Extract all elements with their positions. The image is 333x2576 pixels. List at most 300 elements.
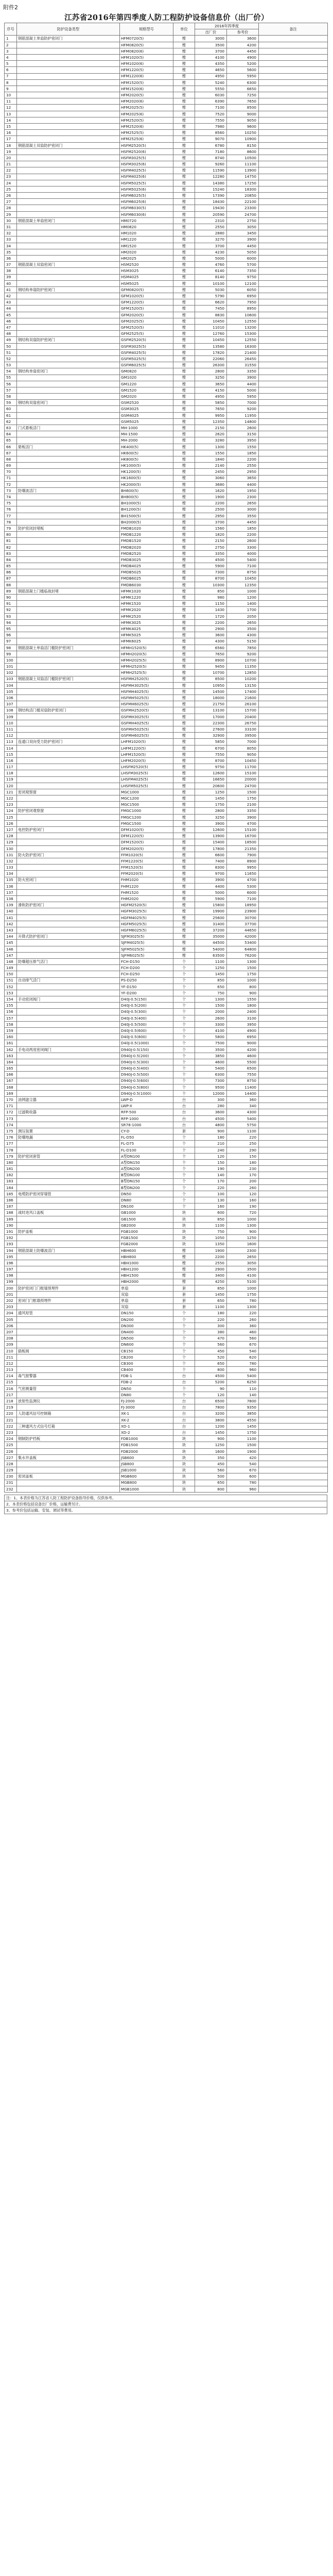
table-row [5,733,328,739]
row-model: HFM0720(5) [120,36,173,42]
row-remark [259,1009,328,1015]
row-remark [259,808,328,814]
row-unit: 个 [173,1090,195,1096]
row-unit: 樘 [173,469,195,475]
table-row [5,1166,328,1172]
row-remark [259,217,328,224]
row-model: HFM2520(6) [120,124,173,130]
row-price-a: 1600 [195,1448,227,1454]
row-name [17,575,120,582]
row-price-b: 15100 [227,827,259,833]
row-remark [259,839,328,845]
row-price-b: 5000 [227,387,259,393]
row-unit: 块 [173,1473,195,1480]
table-row [5,1411,328,1417]
row-name [17,92,120,98]
row-price-b: 26100 [227,701,259,707]
row-model: D940J-0.5(150) [120,1046,173,1053]
row-no: 206 [5,1323,17,1329]
row-remark [259,513,328,519]
row-price-a: 8740 [195,155,227,161]
row-model: LHFM1520(5) [120,751,173,757]
row-model: DFM1220(5) [120,833,173,839]
table-row [5,155,328,161]
row-remark [259,613,328,619]
row-model: HSFM3025(6) [120,161,173,167]
row-remark [259,161,328,167]
row-model: DN150 [120,1310,173,1316]
row-price-a: 130 [195,1197,227,1204]
row-unit: 樘 [173,255,195,261]
row-price-a: 7650 [195,406,227,412]
row-name: 防护密闭套管 [17,1153,120,1159]
row-model: HSM4025 [120,274,173,280]
row-name: 密闭门门框墙预埋件 [17,1298,120,1304]
row-no: 129 [5,839,17,845]
row-unit: 个 [173,1323,195,1329]
row-unit: 块 [173,1210,195,1216]
row-price-a: 8830 [195,312,227,318]
row-price-a: 2600 [195,1015,227,1021]
row-no: 82 [5,544,17,550]
row-no: 27 [5,199,17,205]
row-model: D940J-0.5(1000) [120,1090,173,1096]
row-price-b: 11700 [227,764,259,770]
row-remark [259,224,328,230]
row-name [17,274,120,280]
row-no: 201 [5,1291,17,1297]
row-price-a: 13900 [195,833,227,839]
row-model: GSM3025 [120,406,173,412]
row-price-b: 10450 [227,757,259,764]
row-no: 170 [5,1097,17,1103]
row-model: JSB600 [120,1454,173,1461]
row-unit: 个 [173,1053,195,1059]
row-unit: 樘 [173,657,195,663]
row-model: HFMK5025 [120,632,173,638]
table-row [5,243,328,249]
row-unit: 樘 [173,513,195,519]
row-price-a: 10450 [195,318,227,324]
row-unit: 樘 [173,136,195,142]
row-no: 211 [5,1354,17,1360]
row-price-b: 1750 [227,1430,259,1436]
row-unit: 个 [173,1153,195,1159]
row-name: 手电动两用密闭阀门 [17,1046,120,1053]
row-unit: 套 [173,1298,195,1304]
row-remark [259,1072,328,1078]
row-name [17,205,120,211]
row-model: D940J-0.5(800) [120,1084,173,1090]
row-remark [259,280,328,286]
row-price-b: 30700 [227,914,259,921]
row-price-a: 3650 [195,381,227,387]
row-price-b: 9600 [227,124,259,130]
row-no: 145 [5,940,17,946]
table-row [5,1260,328,1266]
row-unit: 个 [173,1310,195,1316]
row-unit: 樘 [173,745,195,751]
row-price-a: 5900 [195,563,227,569]
row-price-a: 15800 [195,902,227,908]
table-row [5,375,328,381]
row-price-a: 54000 [195,946,227,952]
row-remark [259,1266,328,1273]
row-unit: 个 [173,1172,195,1178]
table-row [5,934,328,940]
table-row [5,1153,328,1159]
row-model: HK400(5) [120,444,173,450]
row-name: 三种通风方式信号灯箱 [17,1423,120,1429]
row-remark [259,148,328,155]
table-row [5,1448,328,1454]
row-name [17,513,120,519]
row-price-b: 14800 [227,418,259,425]
row-price-a: 8900 [195,657,227,663]
row-name [17,871,120,877]
row-name [17,500,120,506]
row-name [17,450,120,456]
row-unit: 樘 [173,362,195,368]
row-price-b: 1000 [227,1216,259,1222]
row-unit: 台 [173,1122,195,1128]
row-no: 188 [5,1210,17,1216]
row-unit: 樘 [173,174,195,180]
table-row [5,1040,328,1046]
row-price-a: 470 [195,1335,227,1342]
row-remark [259,98,328,105]
row-no: 84 [5,556,17,563]
row-remark [259,544,328,550]
row-unit: 樘 [173,569,195,575]
row-no: 31 [5,224,17,230]
row-price-a: 4300 [195,638,227,645]
row-price-a: 4600 [195,1059,227,1065]
row-unit: 樘 [173,607,195,613]
row-price-b: 1600 [227,1241,259,1247]
table-row [5,1360,328,1366]
row-remark [259,556,328,563]
row-price-a: 220 [195,1316,227,1323]
row-no: 196 [5,1260,17,1266]
row-name [17,1354,120,1360]
row-unit: 樘 [173,538,195,544]
row-remark [259,400,328,406]
row-price-b: 620 [227,1354,259,1360]
row-name [17,632,120,638]
table-row [5,1379,328,1385]
row-model: GSFM3025(5) [120,343,173,349]
table-row [5,1229,328,1235]
row-price-a: 3600 [195,632,227,638]
row-unit: 块 [173,1235,195,1241]
row-model: HSM5025 [120,280,173,286]
row-name: 钢筋混凝土双扇防护密闭门 [17,142,120,148]
row-no: 48 [5,331,17,337]
row-no: 43 [5,299,17,306]
row-name [17,1253,120,1260]
table-row [5,174,328,180]
row-no: 1 [5,36,17,42]
row-price-b: 7000 [227,400,259,406]
row-name [17,117,120,123]
row-unit: 樘 [173,927,195,934]
row-price-a: 210 [195,1141,227,1147]
row-price-a: 750 [195,1229,227,1235]
table-row [5,142,328,148]
row-model: D940J-0.5(600) [120,1078,173,1084]
row-price-b: 12100 [227,280,259,286]
row-name [17,795,120,802]
row-model: HSFM5025(5) [120,180,173,186]
row-model: MH-1000 [120,425,173,431]
row-price-a: 1820 [195,532,227,538]
row-remark [259,908,328,914]
row-no: 89 [5,588,17,594]
row-name: 钢筋混凝土双扇活门槛防护密闭门 [17,676,120,682]
row-remark [259,312,328,318]
row-price-a: 3350 [195,550,227,556]
row-model: HFM1020(5) [120,54,173,60]
row-price-b: 13150 [227,682,259,688]
row-no: 7 [5,73,17,79]
row-price-b: 1400 [227,601,259,607]
table-row [5,1015,328,1021]
row-unit: 台 [173,1115,195,1122]
row-price-a: 450 [195,1461,227,1467]
row-model: GM0820 [120,368,173,375]
row-no: 74 [5,494,17,500]
table-row [5,475,328,481]
table-row [5,186,328,192]
row-price-a: 850 [195,588,227,594]
row-model: GSFM5025(5) [120,355,173,362]
row-remark [259,86,328,92]
row-model: FMDB3025 [120,556,173,563]
row-remark [259,79,328,86]
row-model: PS-D250 [120,977,173,984]
row-model: HFM1020(6) [120,61,173,67]
row-model: LHSFM5025(5) [120,783,173,789]
row-name [17,1059,120,1065]
table-row [5,487,328,494]
row-no: 102 [5,670,17,676]
row-remark [259,211,328,217]
table-row [5,927,328,934]
row-name [17,193,120,199]
row-name [17,1461,120,1467]
row-model: HSFM4025(6) [120,174,173,180]
row-remark [259,1291,328,1297]
row-price-a: 1900 [195,1247,227,1253]
row-price-b: 8900 [227,858,259,864]
row-model: HSFM6030(6) [120,211,173,217]
row-no: 166 [5,1072,17,1078]
row-price-b: 4550 [227,1417,259,1423]
row-name [17,375,120,381]
row-unit: 樘 [173,1253,195,1260]
row-remark [259,984,328,990]
row-no: 223 [5,1430,17,1436]
row-price-a: 7400 [195,858,227,864]
row-no: 190 [5,1222,17,1228]
row-price-b: 5400 [227,556,259,563]
table-row [5,1065,328,1072]
row-model: JSB800 [120,1461,173,1467]
row-model: 单扇 [120,1285,173,1291]
row-no: 90 [5,595,17,601]
table-row [5,1417,328,1423]
row-name: 钢筋混凝土防爆波活门 [17,1247,120,1253]
row-unit: 樘 [173,789,195,795]
row-model: HSFM2520(5) [120,142,173,148]
table-row [5,902,328,908]
row-price-a: 9450 [195,664,227,670]
row-price-b: 6000 [227,255,259,261]
row-name [17,701,120,707]
row-no: 80 [5,532,17,538]
row-remark [259,1373,328,1379]
row-price-b: 7650 [227,98,259,105]
row-name [17,1342,120,1348]
row-price-a: 3700 [195,48,227,54]
row-unit: 樘 [173,839,195,845]
row-price-a: 18000 [195,695,227,701]
table-row [5,1473,328,1480]
row-name [17,783,120,789]
row-name [17,73,120,79]
row-price-a: 350 [195,1454,227,1461]
table-row [5,990,328,996]
table-row [5,958,328,964]
row-unit: 樘 [173,946,195,952]
row-remark [259,1348,328,1354]
row-remark [259,751,328,757]
row-no: 175 [5,1128,17,1134]
row-no: 138 [5,896,17,902]
row-price-a: 170 [195,1178,227,1184]
row-price-b: 5400 [227,1115,259,1122]
row-name [17,601,120,607]
row-name: 钢结构单扇密闭门 [17,368,120,375]
row-price-b: 2550 [227,463,259,469]
row-no: 115 [5,751,17,757]
row-name [17,921,120,927]
row-price-b: 4000 [227,550,259,556]
row-name [17,607,120,613]
row-price-a: 7550 [195,751,227,757]
row-price-a: 120 [195,1392,227,1398]
row-model: FDB2000 [120,1448,173,1454]
row-unit: 樘 [173,601,195,607]
row-model: CY-D [120,1128,173,1134]
row-price-b: 6050 [227,286,259,293]
row-no: 212 [5,1360,17,1366]
row-unit: 樘 [173,833,195,839]
row-name [17,1273,120,1279]
row-name: 防爆超压排气活门 [17,958,120,964]
table-row [5,1436,328,1442]
row-price-b: 9950 [227,865,259,871]
table-row [5,325,328,331]
row-no: 183 [5,1178,17,1184]
row-price-a: 4950 [195,73,227,79]
row-remark [259,990,328,996]
row-price-b: 1700 [227,607,259,613]
row-price-b: 4450 [227,519,259,525]
row-unit: 个 [173,971,195,977]
row-name: 测压装置 [17,1128,120,1134]
table-row [5,67,328,73]
row-unit: 台 [173,1379,195,1385]
table-row [5,626,328,632]
table-row [5,355,328,362]
table-row [5,268,328,274]
row-price-b: 190 [227,1204,259,1210]
row-price-b: 8750 [227,569,259,575]
row-price-b: 1100 [227,1128,259,1134]
row-price-b: 1100 [227,1436,259,1442]
row-name: 密闭盖板 [17,1473,120,1480]
table-row [5,632,328,638]
row-unit: 樘 [173,588,195,594]
row-model: HSFMH3025(5) [120,682,173,688]
row-unit: 樘 [173,98,195,105]
row-remark [259,1197,328,1204]
row-price-b: 3650 [227,475,259,481]
row-name [17,1197,120,1204]
row-model: SR78-1000 [120,1122,173,1128]
row-no: 180 [5,1159,17,1165]
table-row [5,764,328,770]
row-name [17,1009,120,1015]
row-remark [259,927,328,934]
row-price-a: 7450 [195,306,227,312]
row-remark [259,306,328,312]
row-unit: 个 [173,1015,195,1021]
table-row [5,802,328,808]
table-row [5,965,328,971]
row-unit: 樘 [173,582,195,588]
table-row [5,180,328,186]
table-row [5,1159,328,1165]
row-model: B型DN150 [120,1178,173,1184]
row-price-a: 5800 [195,1034,227,1040]
row-price-b: 800 [227,984,259,990]
row-no: 45 [5,312,17,318]
row-price-b: 18950 [227,902,259,908]
row-price-a: 3500 [195,1046,227,1053]
row-name [17,1335,120,1342]
row-remark [259,456,328,462]
row-price-b: 11950 [227,412,259,418]
row-remark [259,375,328,381]
table-row [5,1454,328,1461]
row-price-a: 7180 [195,148,227,155]
row-unit: 樘 [173,368,195,375]
row-model: DN200 [120,1316,173,1323]
row-name [17,814,120,820]
row-price-b: 1300 [227,958,259,964]
row-no: 227 [5,1454,17,1461]
row-price-a: 4150 [195,387,227,393]
row-model: D40J-0.5(400) [120,1015,173,1021]
row-remark [259,174,328,180]
row-price-a: 3200 [195,1411,227,1417]
row-price-a: 300 [195,1097,227,1103]
row-unit: 樘 [173,456,195,462]
row-price-a: 1350 [195,1241,227,1247]
